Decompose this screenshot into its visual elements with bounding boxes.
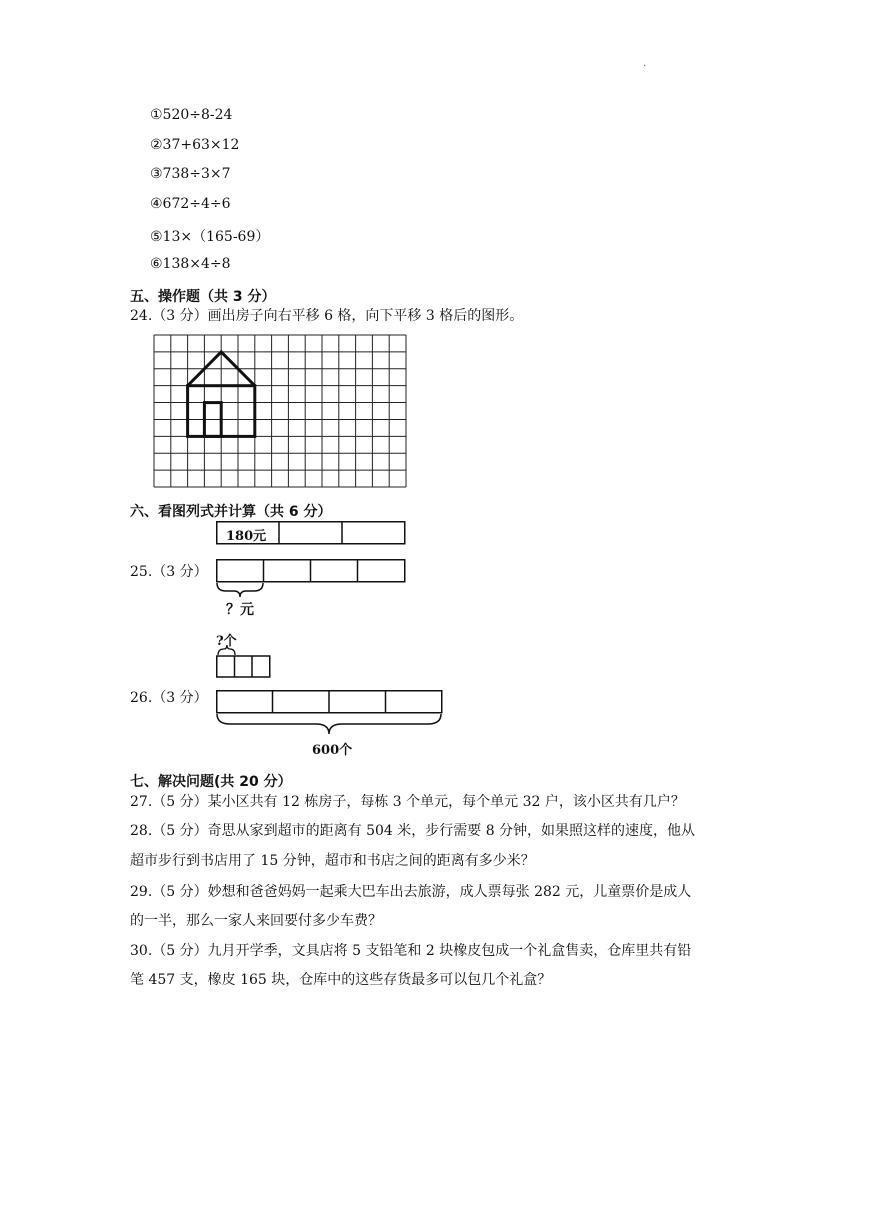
q25-brace-label: ？元 bbox=[226, 602, 254, 618]
calc-item-5: ⑤13×（165-69） bbox=[150, 229, 270, 245]
question-25-label: 25.（3 分） bbox=[130, 564, 208, 580]
question-30-line1: 30.（5 分）九月开学季，文具店将 5 支铅笔和 2 块橡皮包成一个礼盒售卖，仓库里共有铅 bbox=[130, 943, 692, 959]
q26-top-label: ?个 bbox=[216, 634, 237, 649]
question-28-line2: 超市步行到书店用了 15 分钟，超市和书店之间的距离有多少米？ bbox=[130, 853, 535, 869]
section5-title: 五、操作题（共 3 分） bbox=[130, 289, 276, 305]
calc-item-1: ①520÷8-24 bbox=[150, 107, 233, 123]
header-mark: . bbox=[643, 58, 647, 69]
question-30-line2: 笔 457 支，橡皮 165 块，仓库中的这些存货最多可以包几个礼盒？ bbox=[130, 972, 552, 988]
question-29-line1: 29.（5 分）妙想和爸爸妈妈一起乘大巴车出去旅游，成人票每张 282 元，儿童票价是成人 bbox=[130, 884, 692, 900]
q25-brace bbox=[217, 583, 263, 597]
calc-item-4: ④672÷4÷6 bbox=[150, 196, 231, 212]
question-28-line1: 28.（5 分）奇思从家到超市的距离有 504 米，步行需要 8 分钟，如果照这样的速度，他从 bbox=[130, 823, 696, 839]
q25-top-bar-label: 180元 bbox=[226, 529, 267, 544]
q26-bottom-bar bbox=[216, 690, 444, 740]
question-26-label: 26.（3 分） bbox=[130, 690, 208, 706]
calc-item-6: ⑥138×4÷8 bbox=[150, 256, 231, 272]
calc-item-3: ③738÷3×7 bbox=[150, 166, 231, 182]
house-grid bbox=[154, 335, 406, 487]
q26-brace-label: 600个 bbox=[312, 743, 353, 758]
q26-brace bbox=[217, 714, 441, 734]
question-27: 27.（5 分）某小区共有 12 栋房子，每栋 3 个单元，每个单元 32 户，该小区共有几户？ bbox=[130, 794, 685, 810]
q26-small-bar bbox=[216, 645, 272, 679]
section6-title: 六、看图列式并计算（共 6 分） bbox=[130, 504, 332, 520]
calc-item-2: ②37+63×12 bbox=[150, 137, 240, 153]
question-29-line2: 的一半，那么一家人来回要付多少车费？ bbox=[130, 913, 382, 929]
section7-title: 七、解决问题(共 20 分） bbox=[130, 774, 292, 790]
q26-small-brace bbox=[218, 645, 235, 655]
question-24: 24.（3 分）画出房子向右平移 6 格，向下平移 3 格后的图形。 bbox=[130, 308, 524, 324]
